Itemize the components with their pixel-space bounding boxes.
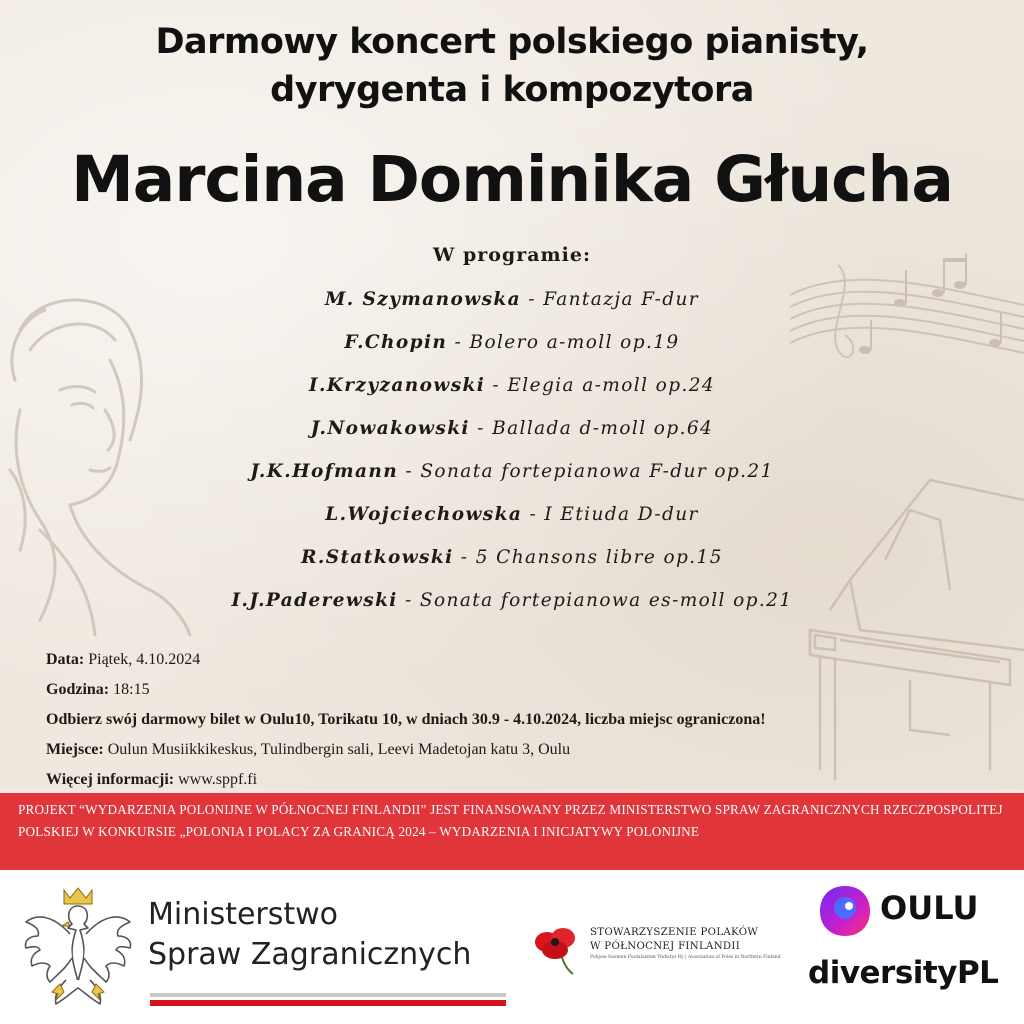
program-heading: W programie: (433, 244, 591, 266)
program-item (0, 368, 1024, 411)
place-value: Oulun Musiikkikeskus, Tulindbergin sali, Leevi Madetojan katu 3, Oulu (103, 741, 571, 758)
diversitypl-logo-text: diversityPL (808, 955, 999, 991)
place-row (46, 735, 766, 765)
title-line-2: dyrygenta i kompozytora (270, 70, 754, 110)
event-info (46, 645, 766, 795)
more-info-row (46, 765, 766, 795)
poppy-flower-icon (533, 926, 583, 976)
work-title: - Ballada d-moll op.64 (469, 418, 714, 439)
oulu-logo-text: OULU (880, 889, 979, 927)
title-intro (0, 18, 1024, 114)
title-line-1: Darmowy koncert polskiego pianisty, (155, 22, 869, 62)
work-title: - 5 Chansons libre op.15 (453, 547, 723, 568)
time-row (46, 675, 766, 705)
program-item (0, 282, 1024, 325)
time-label: Godzina: (46, 681, 110, 698)
funding-banner: PROJEKT “WYDARZENIA POLONIJNE W PÓŁNOCNEJ FINLANDII” JEST FINANSOWANY PRZEZ MINISTERSTWO SPRAW ZAGRANICZNYCH RZECZPOSPOLITEJ POLSKIEJ W KONKURSIE „POLONIA I POLACY ZA GRANICĄ 2024 – WYDARZENIA I INICJATYWY POLONIJNE (0, 793, 1024, 870)
composer-name: J.K.Hofmann (250, 461, 399, 482)
sppf-line-2: W PÓŁNOCNEJ FINLANDII (590, 941, 741, 952)
date-label: Data: (46, 651, 85, 668)
program-list (0, 282, 1024, 626)
oulu-logo-icon (818, 884, 872, 938)
composer-name: I.Krzyzanowski (308, 375, 486, 396)
composer-name: J.Nowakowski (310, 418, 470, 439)
program-item (0, 583, 1024, 626)
msz-logo-text (148, 895, 471, 975)
work-title: - Sonata fortepianowa es-moll op.21 (397, 590, 793, 611)
composer-name: F.Chopin (344, 332, 448, 353)
program-item (0, 411, 1024, 454)
date-value: Piątek, 4.10.2024 (84, 651, 201, 668)
program-item (0, 497, 1024, 540)
work-title: - Bolero a-moll op.19 (447, 332, 680, 353)
sppf-logo-text (590, 926, 781, 962)
program-item (0, 325, 1024, 368)
composer-name: M. Szymanowska (324, 289, 521, 310)
more-info-label: Więcej informacji: (46, 771, 175, 788)
sppf-line-1: STOWARZYSZENIE POLAKÓW (590, 927, 759, 938)
date-row (46, 645, 766, 675)
polish-eagle-emblem (22, 884, 134, 1010)
msz-divider-red (150, 1000, 506, 1006)
msz-line-2: Spraw Zagranicznych (148, 937, 472, 972)
program-item (0, 454, 1024, 497)
msz-divider-grey (150, 993, 506, 997)
program-item (0, 540, 1024, 583)
composer-name: I.J.Paderewski (231, 590, 398, 611)
performer-name: Marcina Dominika Głucha (71, 143, 953, 216)
work-title: - Elegia a-moll op.24 (485, 375, 716, 396)
ticket-info: Odbierz swój darmowy bilet w Oulu10, Torikatu 10, w dniach 30.9 - 4.10.2024, liczba miejsc ograniczona! (46, 711, 766, 728)
website-link[interactable]: www.sppf.fi (174, 771, 258, 788)
place-label: Miejsce: (46, 741, 104, 758)
composer-name: R.Statkowski (301, 547, 454, 568)
sppf-subtitle: Pohjois-Suomen Puolalaisten Yhdistys Ry | Association of Poles in Northern Finland (590, 955, 781, 960)
work-title: - Fantazja F-dur (521, 289, 700, 310)
work-title: - Sonata fortepianowa F-dur op.21 (398, 461, 774, 482)
msz-line-1: Ministerstwo (148, 897, 339, 932)
work-title: - I Etiuda D-dur (522, 504, 699, 525)
time-value: 18:15 (109, 681, 150, 698)
composer-name: L.Wojciechowska (325, 504, 523, 525)
